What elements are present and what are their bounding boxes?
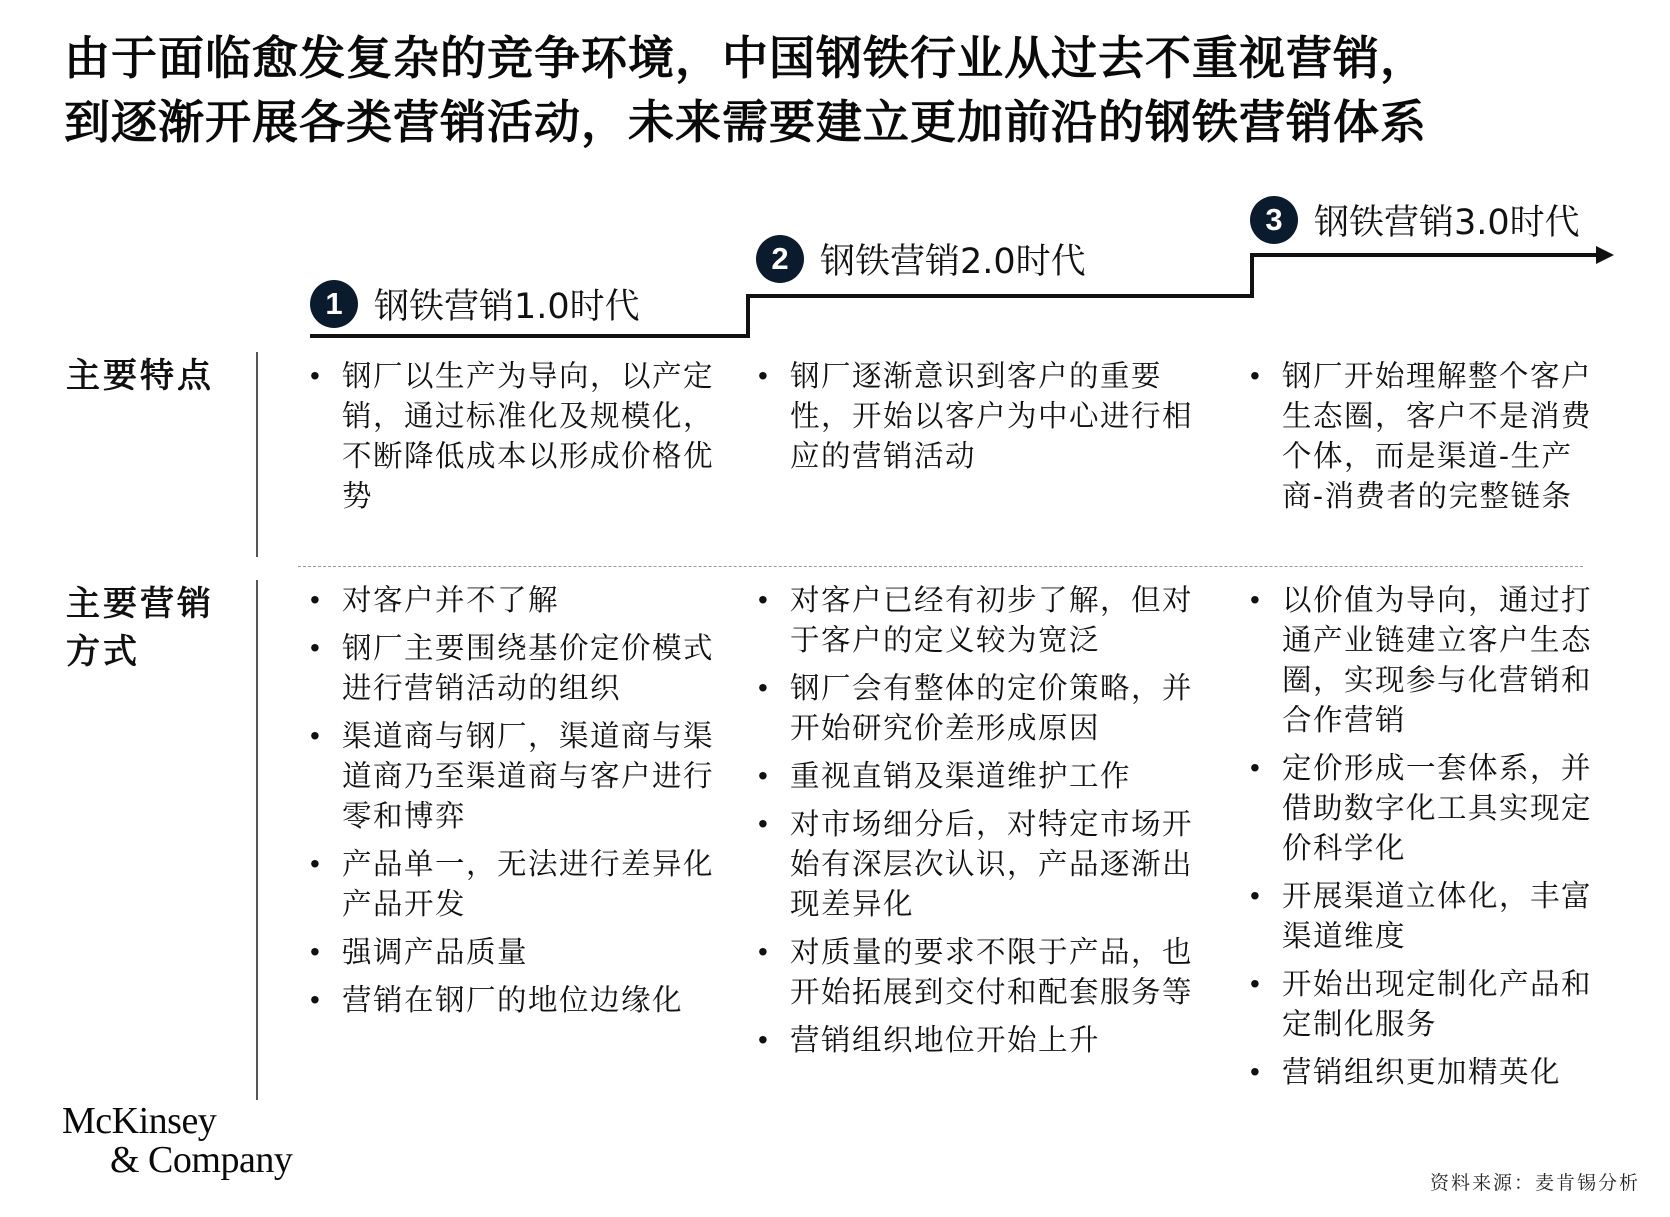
list-item: • 强调产品质量 bbox=[306, 932, 726, 972]
features-row-label: 主要特点 bbox=[66, 356, 214, 396]
row-divider-vertical bbox=[256, 352, 258, 557]
list-item: • 营销组织地位开始上升 bbox=[754, 1020, 1194, 1060]
era-3-text: 钢铁营销3.0时代 bbox=[1314, 203, 1580, 243]
marketing-row-label-line2: 方式 bbox=[66, 632, 140, 672]
marketing-row-label-line1: 主要营销 bbox=[66, 584, 214, 624]
list-item: • 钢厂开始理解整个客户生态圈，客户不是消费个体，而是渠道-生产商-消费者的完整链条 bbox=[1246, 356, 1596, 516]
era-3-features-list bbox=[1246, 356, 1596, 524]
list-item: • 定价形成一套体系，并借助数字化工具实现定价科学化 bbox=[1246, 748, 1596, 868]
era-3-marketing-list bbox=[1246, 580, 1596, 1100]
era-1-marketing-list bbox=[306, 580, 726, 1028]
source-note: 资料来源：麦肯锡分析 bbox=[1429, 1172, 1640, 1194]
era-2-number-badge: 2 bbox=[756, 235, 804, 283]
era-3-label bbox=[1250, 195, 1580, 245]
era-2-label bbox=[756, 234, 1086, 284]
era-1-text: 钢铁营销1.0时代 bbox=[374, 287, 640, 327]
list-item: • 钢厂逐渐意识到客户的重要性，开始以客户为中心进行相应的营销活动 bbox=[754, 356, 1194, 476]
marketing-row-label bbox=[66, 580, 214, 676]
era-2-marketing-list bbox=[754, 580, 1194, 1068]
list-item: • 产品单一，无法进行差异化产品开发 bbox=[306, 844, 726, 924]
timeline-staircase bbox=[0, 0, 1670, 360]
row-divider-vertical bbox=[256, 580, 258, 1100]
list-item: • 重视直销及渠道维护工作 bbox=[754, 756, 1194, 796]
era-1-label bbox=[310, 279, 640, 329]
era-1-features-list bbox=[306, 356, 726, 524]
list-item: • 开展渠道立体化，丰富渠道维度 bbox=[1246, 876, 1596, 956]
list-item: • 钢厂以生产为导向，以产定销，通过标准化及规模化，不断降低成本以形成价格优势 bbox=[306, 356, 726, 516]
logo-line-1: McKinsey bbox=[62, 1100, 217, 1142]
era-2-features-list bbox=[754, 356, 1194, 484]
arrow-head-icon bbox=[1596, 246, 1614, 264]
list-item: • 对质量的要求不限于产品，也开始拓展到交付和配套服务等 bbox=[754, 932, 1194, 1012]
list-item: • 开始出现定制化产品和定制化服务 bbox=[1246, 964, 1596, 1044]
era-2-text: 钢铁营销2.0时代 bbox=[820, 242, 1086, 282]
list-item: • 营销组织更加精英化 bbox=[1246, 1052, 1596, 1092]
title-line-1: 由于面临愈发复杂的竞争环境，中国钢铁行业从过去不重视营销， bbox=[64, 31, 1427, 85]
list-item: • 钢厂主要围绕基价定价模式进行营销活动的组织 bbox=[306, 628, 726, 708]
title-line-2: 到逐渐开展各类营销活动，未来需要建立更加前沿的钢铁营销体系 bbox=[64, 95, 1427, 149]
era-1-number-badge: 1 bbox=[310, 280, 358, 328]
list-item: • 渠道商与钢厂，渠道商与渠道商乃至渠道商与客户进行零和博弈 bbox=[306, 716, 726, 836]
row-separator-dashed bbox=[298, 566, 1583, 567]
list-item: • 对客户并不了解 bbox=[306, 580, 726, 620]
list-item: • 对市场细分后，对特定市场开始有深层次认识，产品逐渐出现差异化 bbox=[754, 804, 1194, 924]
list-item: • 钢厂会有整体的定价策略，并开始研究价差形成原因 bbox=[754, 668, 1194, 748]
logo-line-2: & Company bbox=[110, 1139, 293, 1181]
list-item: • 以价值为导向，通过打通产业链建立客户生态圈，实现参与化营销和合作营销 bbox=[1246, 580, 1596, 740]
era-3-number-badge: 3 bbox=[1250, 196, 1298, 244]
list-item: • 营销在钢厂的地位边缘化 bbox=[306, 980, 726, 1020]
list-item: • 对客户已经有初步了解，但对于客户的定义较为宽泛 bbox=[754, 580, 1194, 660]
mckinsey-logo bbox=[62, 1102, 292, 1179]
